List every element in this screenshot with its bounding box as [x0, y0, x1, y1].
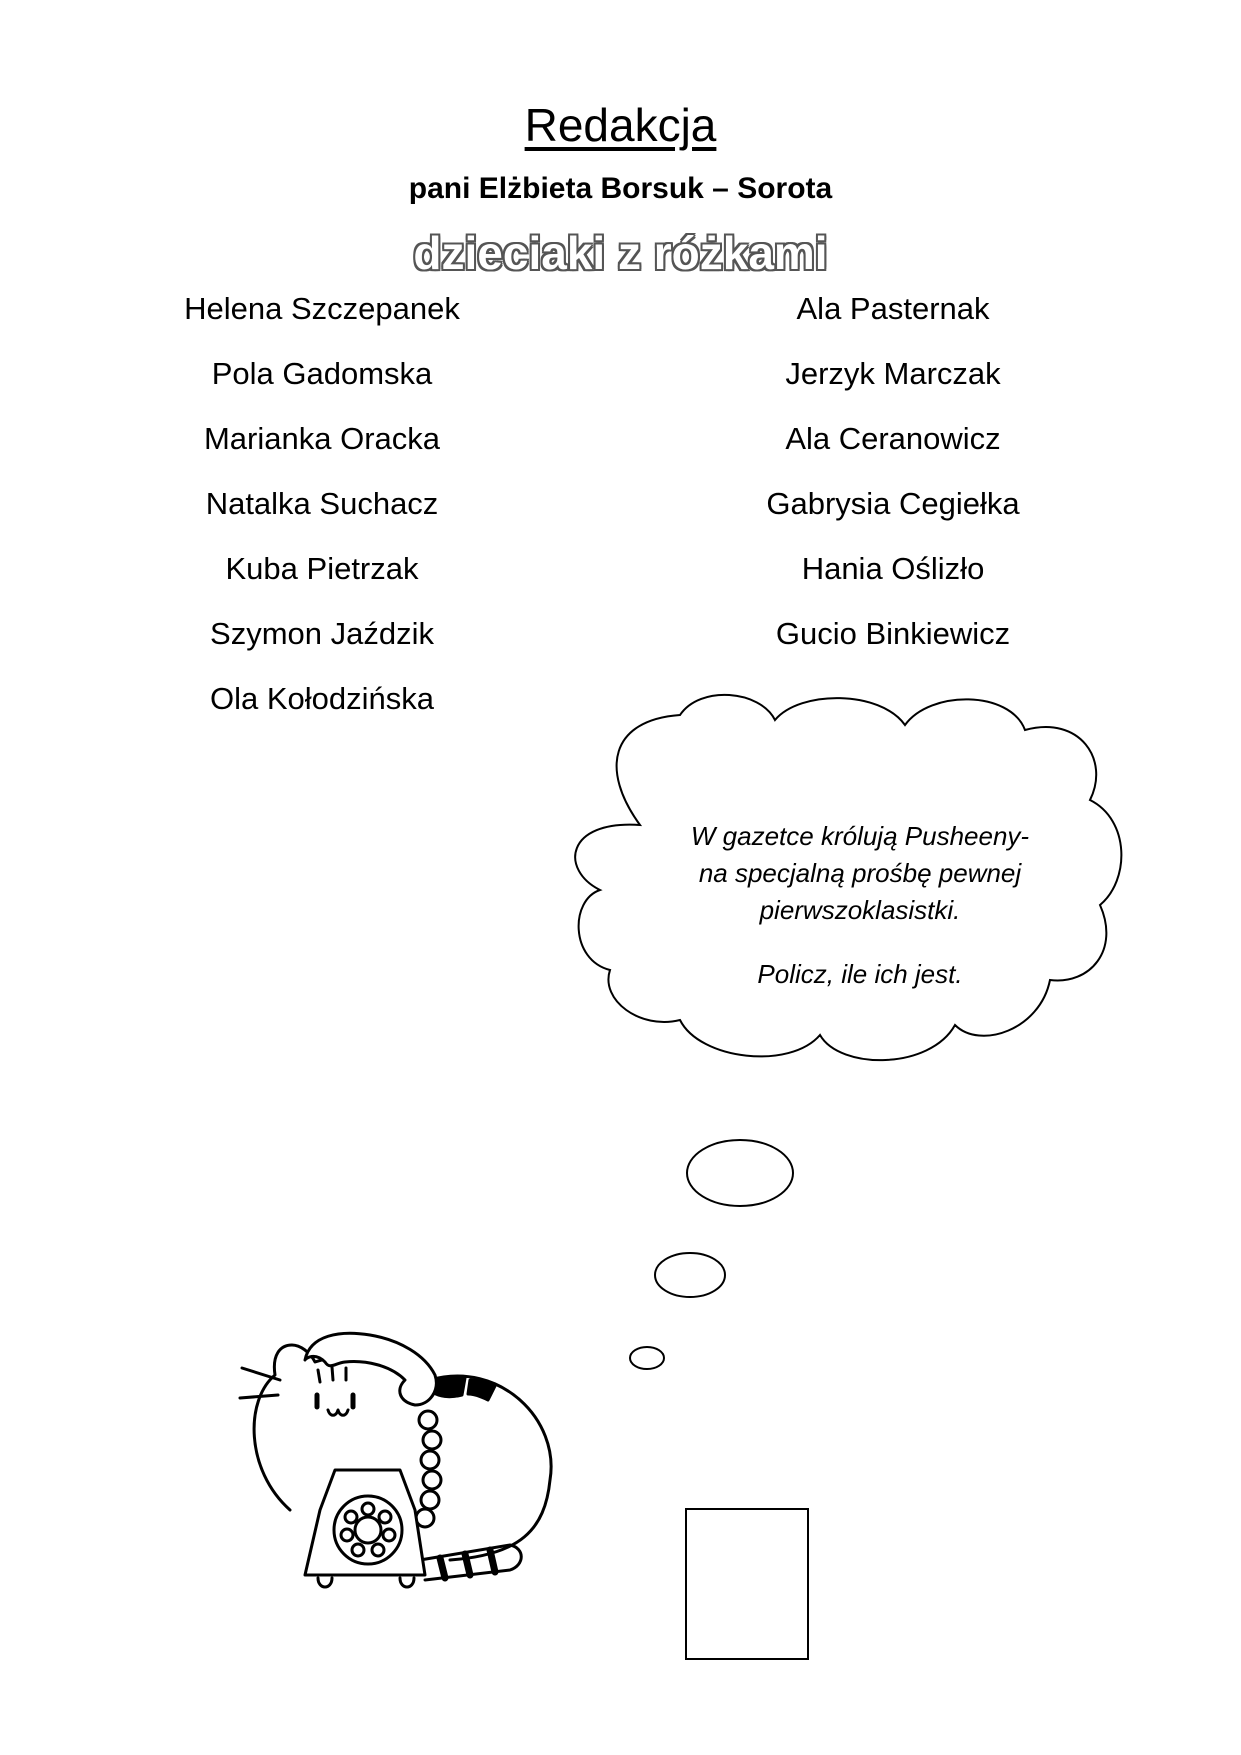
list-item: Hania Oślizło [801, 551, 985, 586]
list-item: Ala Ceranowicz [785, 421, 1001, 456]
thought-bubble-small-icon [630, 1347, 664, 1369]
pusheen-cat-telephone-icon [240, 1333, 551, 1587]
list-item: Marianka Oracka [203, 421, 441, 456]
thought-bubble-medium-icon [655, 1253, 725, 1297]
list-item: Gabrysia Cegiełka [766, 486, 1020, 521]
cloud-text-line-2: na specjalną prośbę pewnej [698, 858, 1022, 888]
list-item: Ola Kołodzińska [209, 681, 434, 716]
cloud-text-line-1: W gazetce królują Pusheeny- [690, 821, 1030, 851]
teacher-name: pani Elżbieta Borsuk – Sorota [408, 172, 833, 205]
list-item: Pola Gadomska [211, 356, 433, 391]
page-title: Redakcja [524, 99, 717, 151]
list-item: Kuba Pietrzak [225, 551, 419, 586]
answer-box[interactable] [685, 1508, 809, 1660]
thought-bubble-large-icon [687, 1140, 793, 1206]
list-item: Jerzyk Marczak [785, 356, 1001, 391]
group-name: dzieciaki z różkami [413, 227, 828, 279]
list-item: Ala Pasternak [796, 291, 990, 326]
cloud-text-line-3: pierwszoklasistki. [759, 895, 961, 925]
list-item: Szymon Jaździk [210, 616, 434, 651]
list-item: Natalka Suchacz [205, 486, 439, 521]
list-item: Helena Szczepanek [184, 291, 460, 326]
list-item: Gucio Binkiewicz [775, 616, 1011, 651]
cloud-text-line-4: Policz, ile ich jest. [757, 959, 963, 989]
